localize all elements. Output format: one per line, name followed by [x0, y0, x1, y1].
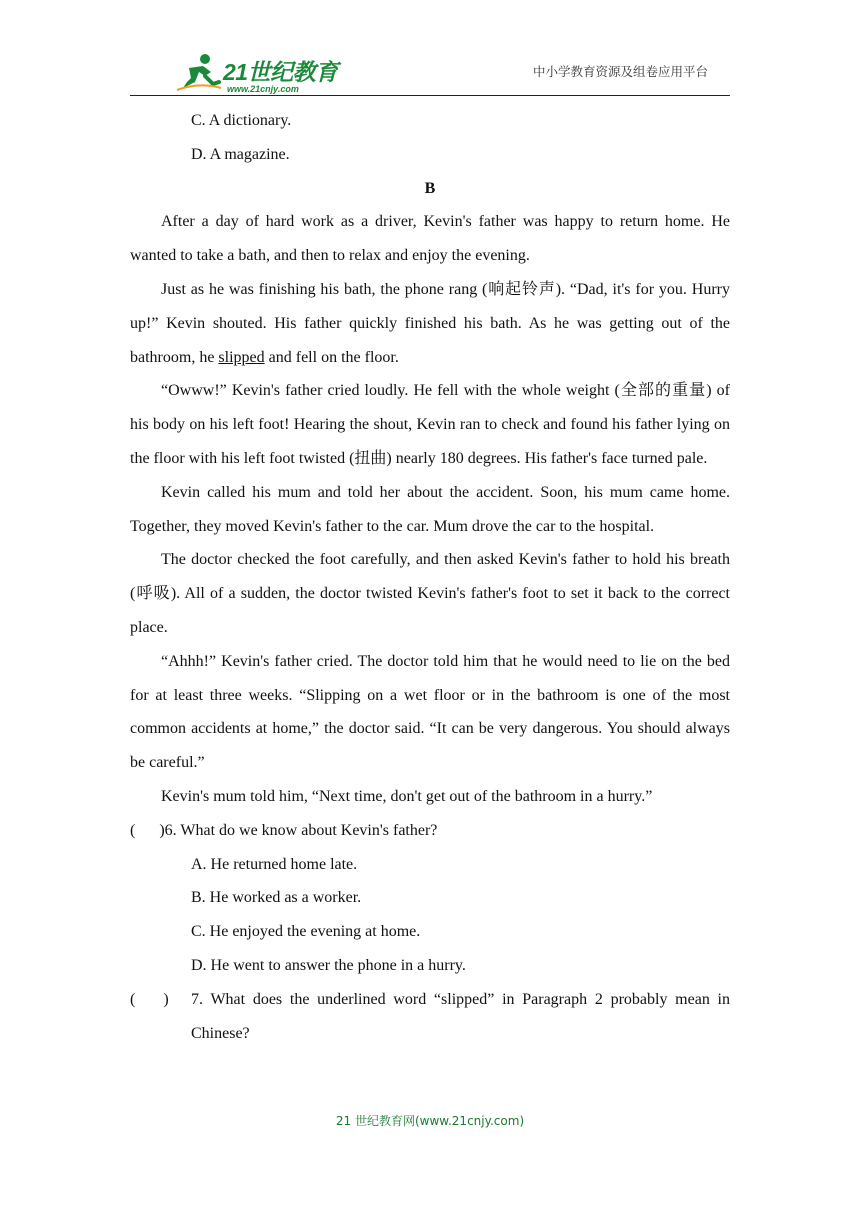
question-7-text: 7. What does the underlined word “slipped” in Paragraph 2 probably mean in Chinese?: [191, 990, 730, 1042]
logo-text: 21世纪教育: [223, 59, 338, 85]
paragraph-7: Kevin's mum told him, “Next time, don't get out of the bathroom in a hurry.”: [161, 787, 653, 805]
paragraph-3: “Owww!” Kevin's father cried loudly. He fell with the whole weight (全部的重量) of his body on his left foot! Hearing the shout, Kevin ran to check and found his father lying on the floor with his left foot twisted (扭曲) nearly 180 degrees. His father's face turned pale.: [130, 382, 730, 467]
paragraph-2: [130, 273, 730, 374]
question-7: [130, 983, 730, 1051]
page-footer: 21 世纪教育网(www.21cnjy.com): [335, 1114, 525, 1128]
runner-logo-icon: [175, 52, 223, 92]
question-6-option-d: D. He went to answer the phone in a hurry.: [191, 956, 466, 974]
document-body: [130, 104, 730, 1050]
paragraph-5: The doctor checked the foot carefully, and then asked Kevin's father to hold his breath (呼吸). All of a sudden, the doctor twisted Kevin's father's foot to set it back to the correct place.: [130, 551, 730, 636]
question-6-text: 6. What do we know about Kevin's father?: [164, 821, 438, 839]
section-heading: B: [424, 179, 436, 197]
option-d-prev: D. A magazine.: [191, 145, 290, 163]
question-6: [130, 814, 730, 848]
platform-name: 中小学教育资源及组卷应用平台: [532, 64, 708, 79]
question-6-option-a: A. He returned home late.: [191, 855, 358, 873]
paragraph-2-text: Just as he was finishing his bath, the phone rang (响起铃声). “Dad, it's for you. Hurry up!” Kevin shouted. His father quickly finished his bath. As he was getting out of the bathroom, he: [130, 280, 730, 366]
page-header: [130, 46, 730, 96]
answer-bracket[interactable]: ( ): [130, 990, 169, 1008]
question-6-option-c: C. He enjoyed the evening at home.: [191, 923, 421, 941]
paragraph-4: Kevin called his mum and told her about the accident. Soon, his mum came home. Together, they moved Kevin's father to the car. Mum drove the car to the hospital.: [130, 483, 730, 535]
question-6-option-b: B. He worked as a worker.: [191, 889, 362, 907]
paragraph-1: After a day of hard work as a driver, Kevin's father was happy to return home. He wanted to take a bath, and then to relax and enjoy the evening.: [130, 213, 730, 265]
paragraph-6: “Ahhh!” Kevin's father cried. The doctor told him that he would need to lie on the bed for at least three weeks. “Slipping on a wet floor or in the bathroom is one of the most common accidents at home,” the doctor said. “It can be very dangerous. You should always be careful.”: [130, 652, 730, 772]
option-c-prev: C. A dictionary.: [191, 112, 292, 129]
logo-url: www.21cnjy.com: [227, 84, 299, 94]
paragraph-2-end: and fell on the floor.: [264, 348, 399, 366]
underlined-word: slipped: [218, 348, 265, 366]
logo: [175, 50, 345, 96]
header-divider: [130, 95, 730, 96]
answer-bracket[interactable]: ( ): [130, 821, 165, 839]
